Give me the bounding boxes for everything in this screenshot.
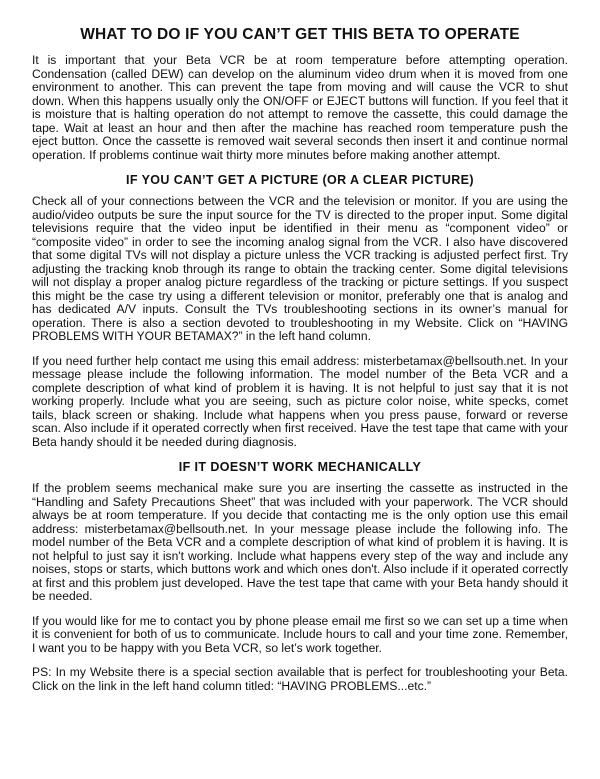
mechanical-section-heading: IF IT DOESN’T WORK MECHANICALLY xyxy=(178,460,422,474)
picture-paragraph-2: If you need further help contact me using this email address: misterbetamax@bellsouth.net. In your message please include the following information. The model number of the Beta VCR and a complete description of what kind of problem it is having. It is not helpful to just say that it is not working properly. Include what you are seeing, such as picture color noise, white specks, comet tails, black screen or shaking. Include what happens when you press pause, forward or reverse scan. Also include if it operated correctly when first received. Have the test tape that came with your Beta handy should it be needed during diagnosis. xyxy=(32,353,568,449)
intro-paragraph: It is important that your Beta VCR be at room temperature before attempting operation. Condensation (called DEW) can develop on the aluminum video drum when it is moved from one environment to another. This can prevent the tape from moving and will cause the VCR to shut down. When this happens usually only the ON/OFF or EJECT buttons will function. If you feel that it is moisture that is halting operation do not attempt to remove the cassette, this could damage the tape. Wait at least an hour and then after the machine has reached room temperature push the eject button. Once the cassette is removed wait several seconds then insert it and continue normal operation. If problems continue wait thirty more minutes before making another attempt. xyxy=(32,53,568,162)
mechanical-paragraph-1: If the problem seems mechanical make sure you are inserting the cassette as instructed in the “Handling and Safety Precautions Sheet” that was included with your paperwork. The VCR should always be at room temperature. If you decide that contacting me is the only option use this email address: misterbetamax@bellsouth.net. In your message please include the following info. The model number of the Beta VCR and a complete description of what kind of problem it is having. It is not helpful to just say it isn't working. Include what happens every step of the way and include any noises, stops or starts, which buttons work and which ones don't. Also include if it operated correctly at first and this problem just developed. Have the test tape that came with your Beta handy should it be needed. xyxy=(32,481,568,603)
ps-paragraph: PS: In my Website there is a special section available that is perfect for troubleshooting your Beta. Click on the link in the left hand column titled: “HAVING PROBLEMS...etc.” xyxy=(32,665,568,693)
picture-paragraph-1: Check all of your connections between the VCR and the television or monitor. If you are using the audio/video outputs be sure the input source for the TV is directed to the proper input. Some digital televisions require that the video input be identified in their menu as “component video” or “composite video” in order to see the incoming analog signal from the VCR. I also have discovered that some digital TVs will not display a picture unless the VCR tracking is adjusted perfect first. Try adjusting the tracking knob through its range to obtain the tracking center. Some digital televisions will not display a proper analog picture regardless of the tracking or picture settings. If you suspect this might be the case try using a different television or monitor, preferably one that is analog and has dedicated A/V inputs. Consult the TVs troubleshooting sections in its owner’s manual for operation. There is also a section devoted to troubleshooting in my Website. Click on “HAVING PROBLEMS WITH YOUR BETAMAX?” in the left hand column. xyxy=(32,194,568,343)
document-title: WHAT TO DO IF YOU CAN’T GET THIS BETA TO OPERATE xyxy=(80,26,520,43)
mechanical-paragraph-2: If you would like for me to contact you by phone please email me first so we can set up a time when it is convenient for both of us to communicate. Include hours to call and your time zone. Remember, I want you to be happy with you Beta VCR, so let’s work together. xyxy=(32,613,568,655)
picture-section-heading: IF YOU CAN’T GET A PICTURE (OR A CLEAR PICTURE) xyxy=(126,173,474,187)
